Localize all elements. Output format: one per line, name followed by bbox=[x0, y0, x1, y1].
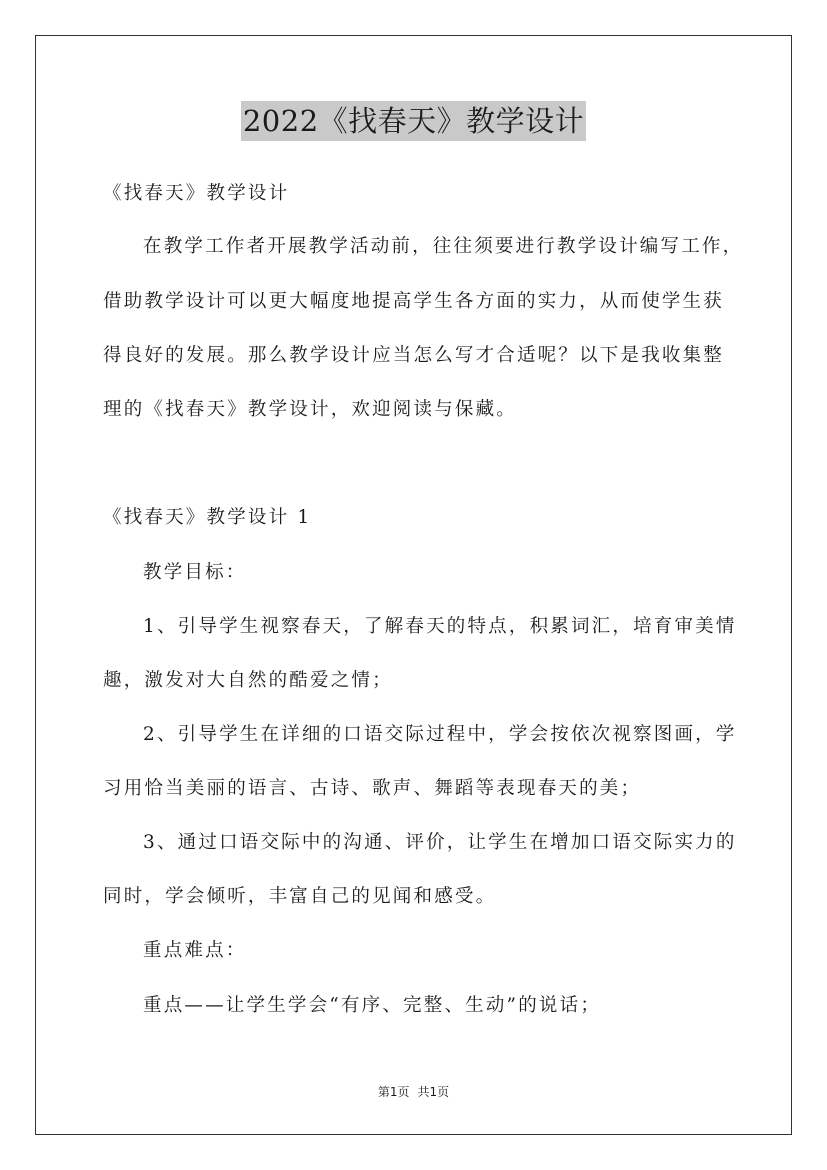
page-footer bbox=[0, 1084, 827, 1100]
key-point-line: 重点——让学生学会“有序、完整、生动”的说话； bbox=[143, 995, 602, 1016]
page-number: 第1页 bbox=[377, 1085, 410, 1099]
document-subtitle: 《找春天》教学设计 bbox=[103, 183, 290, 204]
goals-heading: 教学目标： bbox=[143, 562, 247, 583]
goal-line-4: 习用恰当美丽的语言、古诗、歌声、舞蹈等表现春天的美； bbox=[103, 778, 642, 799]
intro-line-3: 得良好的发展。那么教学设计应当怎么写才合适呢？以下是我收集整 bbox=[103, 345, 725, 366]
page-total: 共1页 bbox=[417, 1085, 450, 1099]
goal-line-2: 趣，激发对大自然的酷爱之情； bbox=[103, 670, 393, 691]
goal-line-6: 同时，学会倾听，丰富自己的见闻和感受。 bbox=[103, 886, 497, 907]
intro-line-1: 在教学工作者开展教学活动前，往往须要进行教学设计编写工作， bbox=[143, 236, 744, 257]
document-title-text: 2022《找春天》教学设计 bbox=[241, 101, 586, 141]
section-heading: 《找春天》教学设计 1 bbox=[103, 507, 312, 528]
goal-line-3: 2、引导学生在详细的口语交际过程中，学会按依次视察图画，学 bbox=[143, 724, 737, 745]
document-title bbox=[0, 101, 827, 141]
intro-line-2: 借助教学设计可以更大幅度地提高学生各方面的实力，从而使学生获 bbox=[103, 291, 725, 312]
intro-line-4: 理的《找春天》教学设计，欢迎阅读与保藏。 bbox=[103, 399, 518, 420]
key-points-heading: 重点难点： bbox=[143, 940, 247, 961]
goal-line-5: 3、通过口语交际中的沟通、评价，让学生在增加口语交际实力的 bbox=[143, 832, 737, 853]
goal-line-1: 1、引导学生视察春天，了解春天的特点，积累词汇，培育审美情 bbox=[143, 616, 737, 637]
